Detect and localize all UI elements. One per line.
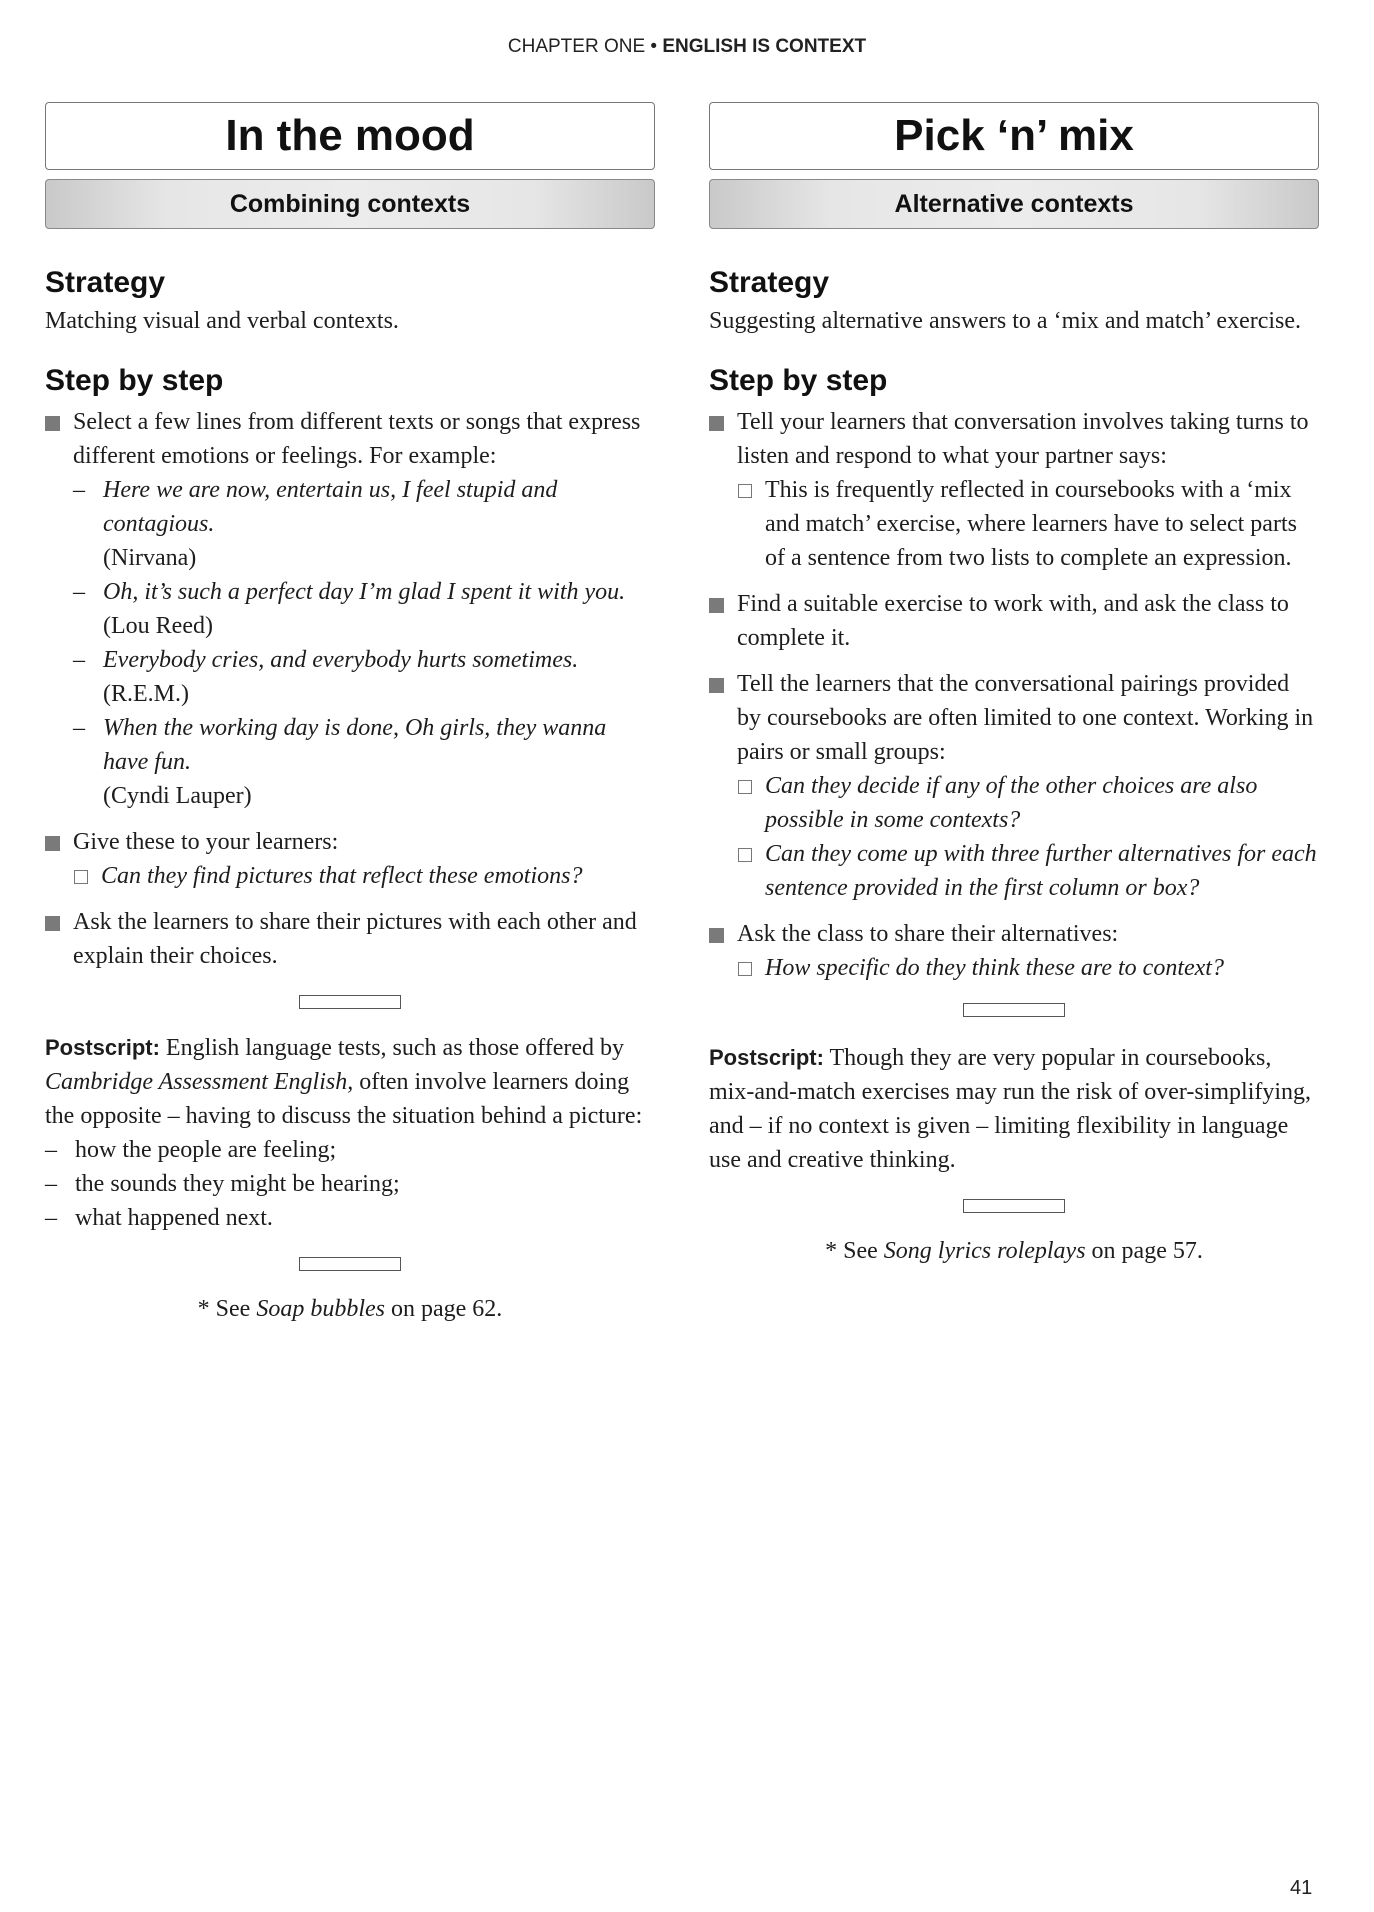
right-postscript [709, 1041, 1319, 1177]
sub-item-text: Can they decide if any of the other choices are also possible in some contexts? [765, 773, 1258, 833]
running-head-separator: • [650, 36, 658, 57]
square-bullet-icon [709, 678, 724, 693]
postscript-italic: Cambridge Assessment English, [45, 1069, 354, 1095]
square-bullet-icon [45, 836, 60, 851]
list-item [45, 405, 655, 813]
dash-icon: – [45, 1205, 57, 1231]
section-divider [963, 1003, 1065, 1017]
list-item [73, 473, 655, 575]
list-item [45, 825, 655, 893]
right-strategy-text: Suggesting alternative answers to a ‘mix and match’ exercise. [709, 308, 1302, 334]
example-quote: Oh, it’s such a perfect day I’m glad I spent it with you. [103, 579, 626, 605]
square-bullet-icon [709, 928, 724, 943]
list-item [737, 769, 1319, 837]
step-text: Ask the learners to share their pictures with each other and explain their choices. [73, 909, 637, 969]
list-item [709, 405, 1319, 575]
square-bullet-icon [45, 916, 60, 931]
left-postscript [45, 1031, 655, 1133]
example-artist: (R.E.M.) [103, 681, 189, 707]
list-item [73, 711, 655, 813]
dash-icon: – [45, 1171, 57, 1197]
postscript-item: the sounds they might be hearing; [75, 1171, 400, 1197]
see-also-activity: Soap bubbles [256, 1296, 385, 1322]
step-text: Tell your learners that conversation involves taking turns to listen and respond to what your partner says: [737, 409, 1309, 469]
left-strategy-heading: Strategy [45, 266, 166, 299]
section-divider [299, 995, 401, 1009]
left-steps-heading: Step by step [45, 364, 224, 397]
postscript-label: Postscript: [709, 1045, 824, 1070]
left-steps-list [45, 405, 655, 973]
postscript-text: Though they are very popular in coursebooks, mix-and-match exercises may run the risk of over-simplifying, and – if no context is given – limiting flexibility in language use and creative thinking. [709, 1045, 1312, 1173]
sub-item-text: This is frequently reflected in coursebooks with a ‘mix and match’ exercise, where learners have to select parts of a sentence from two lists to complete an expression. [765, 477, 1297, 571]
list-item [737, 837, 1319, 905]
right-activity-subtitle: Alternative contexts [709, 179, 1319, 229]
step-text: Find a suitable exercise to work with, and ask the class to complete it. [737, 591, 1289, 651]
right-steps-list [709, 405, 1319, 985]
hollow-square-icon [738, 484, 752, 498]
list-item [73, 643, 655, 711]
sub-list [737, 769, 1319, 905]
section-divider [963, 1199, 1065, 1213]
list-item [709, 667, 1319, 905]
sub-item-text: How specific do they think these are to context? [765, 955, 1224, 981]
step-text: Select a few lines from different texts or songs that express different emotions or feelings. For example: [73, 409, 641, 469]
sub-item-text: Can they find pictures that reflect these emotions? [101, 863, 583, 889]
list-item [45, 905, 655, 973]
example-quote: Here we are now, entertain us, I feel stupid and contagious. [103, 477, 558, 537]
left-activity-title: In the mood [45, 102, 655, 170]
hollow-square-icon [738, 780, 752, 794]
sub-list [737, 473, 1319, 575]
step-text: Ask the class to share their alternatives: [737, 921, 1119, 947]
right-column [709, 102, 1319, 1267]
sub-list [737, 951, 1319, 985]
running-head [0, 36, 1374, 58]
page-number: 41 [1290, 1877, 1313, 1899]
left-column [45, 102, 655, 1325]
postscript-item: what happened next. [75, 1205, 273, 1231]
list-item [737, 951, 1319, 985]
see-also-suffix: on page 57. [1091, 1238, 1203, 1264]
example-quote: When the working day is done, Oh girls, they wanna have fun. [103, 715, 607, 775]
dash-icon: – [73, 477, 85, 503]
running-head-chapter: CHAPTER ONE [507, 36, 646, 57]
example-quote: Everybody cries, and everybody hurts sometimes. [103, 647, 579, 673]
postscript-item: how the people are feeling; [75, 1137, 337, 1163]
sub-list [73, 859, 655, 893]
step-text: Tell the learners that the conversational pairings provided by coursebooks are often limited to one context. Working in pairs or small groups: [737, 671, 1314, 765]
list-item [709, 587, 1319, 655]
dash-icon: – [73, 579, 85, 605]
list-item [45, 1201, 655, 1235]
list-item [73, 859, 655, 893]
hollow-square-icon [738, 848, 752, 862]
see-also-suffix: on page 62. [391, 1296, 503, 1322]
right-steps-heading: Step by step [709, 364, 888, 397]
running-head-title: ENGLISH IS CONTEXT [662, 36, 867, 57]
square-bullet-icon [709, 416, 724, 431]
left-see-also [45, 1293, 655, 1325]
example-artist: (Nirvana) [103, 545, 197, 571]
left-strategy-text: Matching visual and verbal contexts. [45, 308, 399, 334]
square-bullet-icon [709, 598, 724, 613]
dash-icon: – [73, 715, 85, 741]
example-artist: (Lou Reed) [103, 613, 213, 639]
dash-icon: – [45, 1137, 57, 1163]
postscript-label: Postscript: [45, 1035, 160, 1060]
list-item [73, 575, 655, 643]
hollow-square-icon [74, 870, 88, 884]
right-see-also [709, 1235, 1319, 1267]
list-item [709, 917, 1319, 985]
list-item [45, 1133, 655, 1167]
sub-item-text: Can they come up with three further alternatives for each sentence provided in the first column or box? [765, 841, 1317, 901]
postscript-text: often involve learners doing the opposite – having to discuss the situation behind a picture: [45, 1069, 643, 1129]
right-activity-title: Pick ‘n’ mix [709, 102, 1319, 170]
step-text: Give these to your learners: [73, 829, 339, 855]
example-list [73, 473, 655, 813]
see-also-prefix: * See [197, 1296, 251, 1322]
section-divider [299, 1257, 401, 1271]
see-also-prefix: * See [825, 1238, 878, 1264]
left-activity-subtitle: Combining contexts [45, 179, 655, 229]
postscript-list [45, 1133, 655, 1235]
dash-icon: – [73, 647, 85, 673]
list-item [737, 473, 1319, 575]
example-artist: (Cyndi Lauper) [103, 783, 252, 809]
postscript-text: English language tests, such as those offered by [165, 1035, 625, 1061]
square-bullet-icon [45, 416, 60, 431]
list-item [45, 1167, 655, 1201]
see-also-activity: Song lyrics roleplays [883, 1238, 1086, 1264]
right-strategy-heading: Strategy [709, 266, 830, 299]
hollow-square-icon [738, 962, 752, 976]
